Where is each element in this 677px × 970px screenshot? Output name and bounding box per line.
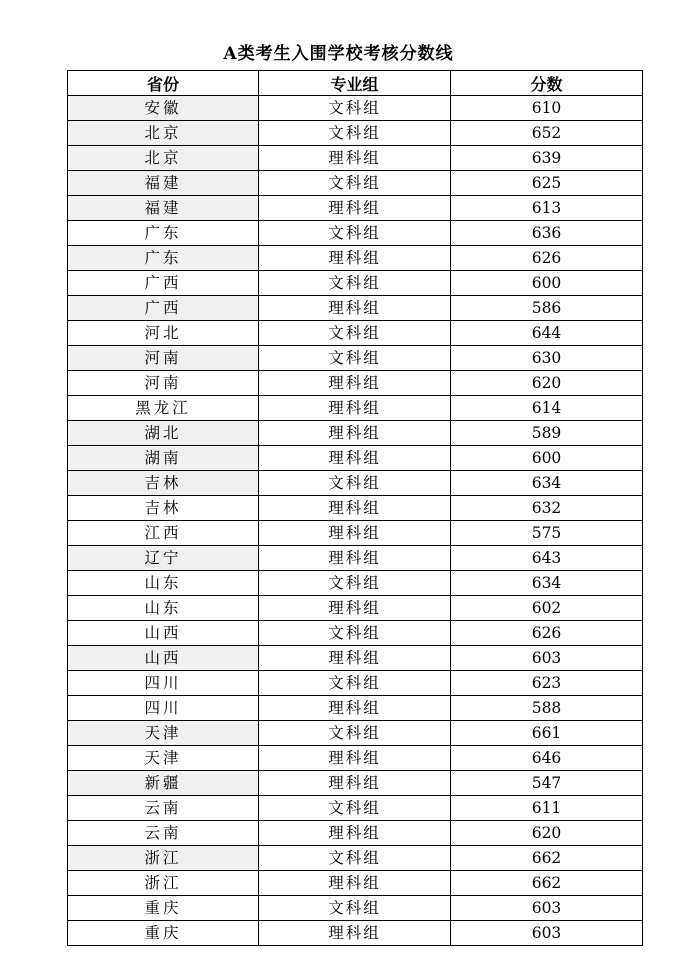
score-cell: 634: [451, 471, 643, 496]
group-cell: 理科组: [259, 521, 451, 546]
table-row: [68, 521, 643, 546]
table-row: [68, 871, 643, 896]
score-cell: 644: [451, 321, 643, 346]
province-cell: 重庆: [68, 921, 259, 946]
score-cell: 639: [451, 146, 643, 171]
province-cell: 广西: [68, 271, 259, 296]
province-cell: 四川: [68, 696, 259, 721]
group-cell: 理科组: [259, 921, 451, 946]
province-cell: 重庆: [68, 896, 259, 921]
group-cell: 文科组: [259, 96, 451, 121]
score-cell: 611: [451, 796, 643, 821]
group-cell: 文科组: [259, 471, 451, 496]
province-cell: 黑龙江: [68, 396, 259, 421]
group-cell: 理科组: [259, 696, 451, 721]
score-cell: 602: [451, 596, 643, 621]
table-row: [68, 171, 643, 196]
province-cell: 天津: [68, 721, 259, 746]
table-body: [68, 96, 643, 946]
province-cell: 云南: [68, 796, 259, 821]
group-cell: 文科组: [259, 721, 451, 746]
province-cell: 河南: [68, 346, 259, 371]
score-cell: 626: [451, 621, 643, 646]
group-cell: 理科组: [259, 871, 451, 896]
score-cell: 603: [451, 896, 643, 921]
province-cell: 江西: [68, 521, 259, 546]
province-cell: 山西: [68, 646, 259, 671]
province-cell: 河北: [68, 321, 259, 346]
table-row: [68, 371, 643, 396]
table-row: [68, 146, 643, 171]
score-cell: 575: [451, 521, 643, 546]
province-cell: 湖南: [68, 446, 259, 471]
province-cell: 福建: [68, 196, 259, 221]
score-cell: 652: [451, 121, 643, 146]
group-cell: 文科组: [259, 321, 451, 346]
group-cell: 理科组: [259, 446, 451, 471]
group-cell: 理科组: [259, 296, 451, 321]
group-cell: 理科组: [259, 496, 451, 521]
group-cell: 理科组: [259, 421, 451, 446]
score-table: [67, 70, 643, 946]
province-cell: 浙江: [68, 846, 259, 871]
table-row: [68, 671, 643, 696]
province-cell: 新疆: [68, 771, 259, 796]
group-cell: 文科组: [259, 796, 451, 821]
score-cell: 610: [451, 96, 643, 121]
score-cell: 588: [451, 696, 643, 721]
table-row: [68, 696, 643, 721]
table-row: [68, 121, 643, 146]
table-row: [68, 346, 643, 371]
table-row: [68, 271, 643, 296]
province-cell: 河南: [68, 371, 259, 396]
table-row: [68, 896, 643, 921]
province-cell: 福建: [68, 171, 259, 196]
score-cell: 600: [451, 446, 643, 471]
score-cell: 643: [451, 546, 643, 571]
province-cell: 湖北: [68, 421, 259, 446]
header-group: 专业组: [259, 71, 451, 96]
province-cell: 山东: [68, 596, 259, 621]
province-cell: 辽宁: [68, 546, 259, 571]
score-cell: 547: [451, 771, 643, 796]
score-cell: 632: [451, 496, 643, 521]
table-row: [68, 746, 643, 771]
province-cell: 吉林: [68, 496, 259, 521]
province-cell: 广东: [68, 246, 259, 271]
table-row: [68, 921, 643, 946]
table-row: [68, 221, 643, 246]
group-cell: 文科组: [259, 671, 451, 696]
table-row: [68, 621, 643, 646]
table-row: [68, 321, 643, 346]
table-row: [68, 196, 643, 221]
group-cell: 理科组: [259, 146, 451, 171]
group-cell: 理科组: [259, 371, 451, 396]
province-cell: 北京: [68, 121, 259, 146]
group-cell: 文科组: [259, 621, 451, 646]
table-row: [68, 471, 643, 496]
group-cell: 理科组: [259, 746, 451, 771]
score-cell: 613: [451, 196, 643, 221]
score-cell: 614: [451, 396, 643, 421]
score-cell: 646: [451, 746, 643, 771]
score-cell: 662: [451, 871, 643, 896]
table-row: [68, 396, 643, 421]
group-cell: 理科组: [259, 596, 451, 621]
group-cell: 理科组: [259, 821, 451, 846]
table-row: [68, 721, 643, 746]
score-cell: 623: [451, 671, 643, 696]
score-cell: 600: [451, 271, 643, 296]
province-cell: 云南: [68, 821, 259, 846]
table-row: [68, 646, 643, 671]
group-cell: 理科组: [259, 196, 451, 221]
province-cell: 广东: [68, 221, 259, 246]
score-cell: 589: [451, 421, 643, 446]
group-cell: 理科组: [259, 246, 451, 271]
group-cell: 文科组: [259, 896, 451, 921]
table-row: [68, 771, 643, 796]
table-row: [68, 496, 643, 521]
table-row: [68, 846, 643, 871]
score-cell: 586: [451, 296, 643, 321]
table-row: [68, 596, 643, 621]
province-cell: 北京: [68, 146, 259, 171]
table-row: [68, 546, 643, 571]
table-row: [68, 796, 643, 821]
table-row: [68, 246, 643, 271]
header-score: 分数: [451, 71, 643, 96]
group-cell: 文科组: [259, 346, 451, 371]
score-cell: 625: [451, 171, 643, 196]
score-cell: 630: [451, 346, 643, 371]
group-cell: 理科组: [259, 646, 451, 671]
group-cell: 文科组: [259, 221, 451, 246]
group-cell: 理科组: [259, 546, 451, 571]
table-header-row: [68, 71, 643, 96]
score-cell: 636: [451, 221, 643, 246]
province-cell: 广西: [68, 296, 259, 321]
score-cell: 603: [451, 646, 643, 671]
page-title: A类考生入围学校考核分数线: [223, 44, 454, 64]
score-cell: 634: [451, 571, 643, 596]
score-cell: 661: [451, 721, 643, 746]
group-cell: 文科组: [259, 846, 451, 871]
province-cell: 安徽: [68, 96, 259, 121]
score-cell: 620: [451, 821, 643, 846]
score-cell: 603: [451, 921, 643, 946]
group-cell: 文科组: [259, 271, 451, 296]
score-cell: 626: [451, 246, 643, 271]
table-row: [68, 446, 643, 471]
group-cell: 文科组: [259, 121, 451, 146]
province-cell: 山东: [68, 571, 259, 596]
header-province: 省份: [68, 71, 259, 96]
province-cell: 浙江: [68, 871, 259, 896]
table-row: [68, 296, 643, 321]
table-row: [68, 571, 643, 596]
group-cell: 文科组: [259, 171, 451, 196]
group-cell: 理科组: [259, 771, 451, 796]
score-cell: 662: [451, 846, 643, 871]
table-row: [68, 421, 643, 446]
group-cell: 理科组: [259, 396, 451, 421]
score-cell: 620: [451, 371, 643, 396]
province-cell: 山西: [68, 621, 259, 646]
province-cell: 四川: [68, 671, 259, 696]
province-cell: 吉林: [68, 471, 259, 496]
table-row: [68, 821, 643, 846]
table-row: [68, 96, 643, 121]
group-cell: 文科组: [259, 571, 451, 596]
province-cell: 天津: [68, 746, 259, 771]
